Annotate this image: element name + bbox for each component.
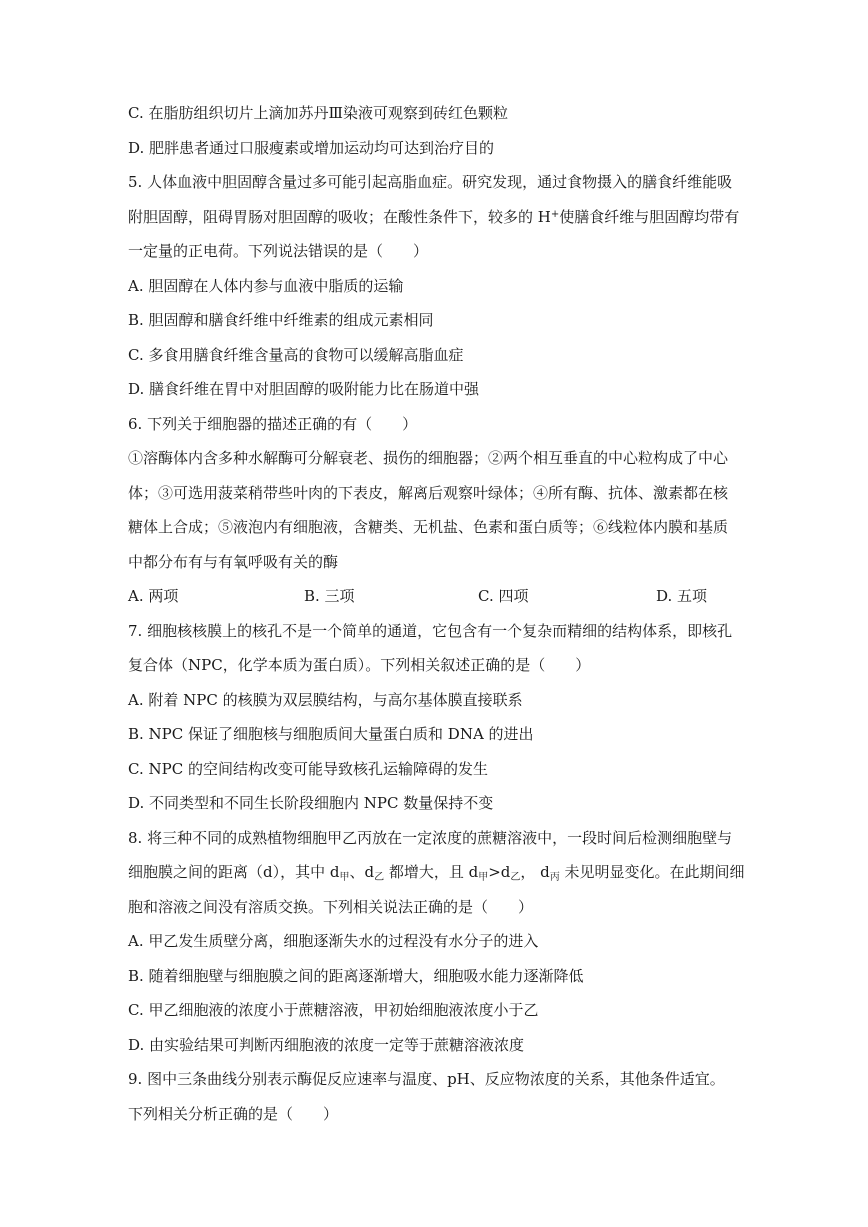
q7-option-a: A. 附着 NPC 的核膜为双层膜结构，与高尔基体膜直接联系 (128, 690, 523, 709)
q8-stem-text: 未见明显变化。在此期间细 (559, 863, 745, 881)
q6-body-line-4: 中都分布有与有氧呼吸有关的酶 (128, 552, 339, 571)
q6-option-c: C. 四项 (478, 587, 529, 605)
q7-option-d: D. 不同类型和不同生长阶段细胞内 NPC 数量保持不变 (128, 794, 494, 812)
q8-stem-line-3: 胞和溶液之间没有溶质交换。下列相关说法正确的是（ ） (128, 897, 534, 916)
q5-stem-text: 使膳食纤维与胆固醇均带有 (559, 207, 740, 226)
q5-option-d: D. 膳食纤维在胃中对胆固醇的吸附能力比在肠道中强 (128, 380, 480, 398)
q5-stem-text: 附胆固醇，阻碍胃肠对胆固醇的吸收；在酸性条件下，较多的 H (128, 207, 551, 226)
q6-body-line-3: 糖体上合成；⑤液泡内有细胞液，含糖类、无机盐、色素和蛋白质等；⑥线粒体内膜和基质 (128, 518, 729, 536)
q9-stem-line-2: 下列相关分析正确的是（ ） (128, 1104, 339, 1123)
superscript: + (550, 208, 560, 220)
q8-stem-text: 细胞膜之间的距离（d），其中 d (128, 863, 340, 881)
q8-stem-line-1: 8. 将三种不同的成熟植物细胞甲乙丙放在一定浓度的蔗糖溶液中，一段时间后检测细胞壁与 (128, 828, 733, 847)
subscript-yi: 乙 (510, 872, 521, 883)
q4-option-d: D. 肥胖患者通过口服瘦素或增加运动均可达到治疗目的 (128, 138, 495, 157)
q6-stem: 6. 下列关于细胞器的描述正确的有（ ） (128, 414, 418, 433)
q5-option-b: B. 胆固醇和膳食纤维中纤维素的组成元素相同 (128, 311, 434, 329)
q8-option-d: D. 由实验结果可判断丙细胞液的浓度一定等于蔗糖溶液浓度 (128, 1035, 525, 1054)
q7-option-b: B. NPC 保证了细胞核与细胞质间大量蛋白质和 DNA 的进出 (128, 725, 534, 743)
q7-stem-line-1: 7. 细胞核核膜上的核孔不是一个简单的通道，它包含有一个复杂而精细的结构体系，即核孔 (128, 621, 733, 640)
q6-option-b: B. 三项 (304, 587, 355, 605)
q6-option-d: D. 五项 (656, 587, 708, 605)
q6-body-line-1: ①溶酶体内含多种水解酶可分解衰老、损伤的细胞器；②两个相互垂直的中心粒构成了中心 (128, 449, 729, 467)
subscript-jia: 甲 (478, 872, 489, 883)
q5-stem-line-3: 一定量的正电荷。下列说法错误的是（ ） (128, 242, 429, 260)
q5-option-a: A. 胆固醇在人体内参与血液中脂质的运输 (128, 276, 404, 295)
q5-stem-line-1: 5. 人体血液中胆固醇含量过多可能引起高脂血症。研究发现，通过食物摄入的膳食纤维能吸 (128, 173, 733, 191)
q7-stem-line-2: 复合体（NPC，化学本质为蛋白质）。下列相关叙述正确的是（ ） (128, 656, 591, 674)
q8-stem-text: >d (488, 863, 511, 881)
q8-stem-line-2 (128, 855, 748, 890)
q7-option-c: C. NPC 的空间结构改变可能导致核孔运输障碍的发生 (128, 759, 488, 778)
q6-option-a: A. 两项 (128, 587, 179, 605)
q8-stem-text: 都增大，且 d (384, 863, 479, 881)
document-page (128, 96, 748, 1131)
q8-option-c: C. 甲乙细胞液的浓度小于蔗糖溶液，甲初始细胞液浓度小于乙 (128, 1001, 539, 1019)
q8-stem-text: ， d (520, 863, 550, 881)
subscript-yi: 乙 (374, 872, 385, 883)
q6-options (128, 579, 748, 614)
q8-option-a: A. 甲乙发生质壁分离，细胞逐渐失水的过程没有水分子的进入 (128, 932, 539, 950)
subscript-bing: 丙 (549, 872, 560, 883)
q9-stem-line-1: 9. 图中三条曲线分别表示酶促反应速率与温度、pH、反应物浓度的关系，其他条件适宜。 (128, 1070, 725, 1088)
q5-option-c: C. 多食用膳食纤维含量高的食物可以缓解高脂血症 (128, 345, 464, 364)
subscript-jia: 甲 (339, 872, 350, 883)
q5-stem-line-2 (128, 200, 748, 235)
q8-option-b: B. 随着细胞壁与细胞膜之间的距离逐渐增大，细胞吸水能力逐渐降低 (128, 966, 584, 985)
q4-option-c: C. 在脂肪组织切片上滴加苏丹Ⅲ染液可观察到砖红色颗粒 (128, 104, 508, 122)
q8-stem-text: 、d (349, 863, 375, 881)
q6-body-line-2: 体；③可选用菠菜稍带些叶肉的下表皮，解离后观察叶绿体；④所有酶、抗体、激素都在核 (128, 483, 729, 502)
